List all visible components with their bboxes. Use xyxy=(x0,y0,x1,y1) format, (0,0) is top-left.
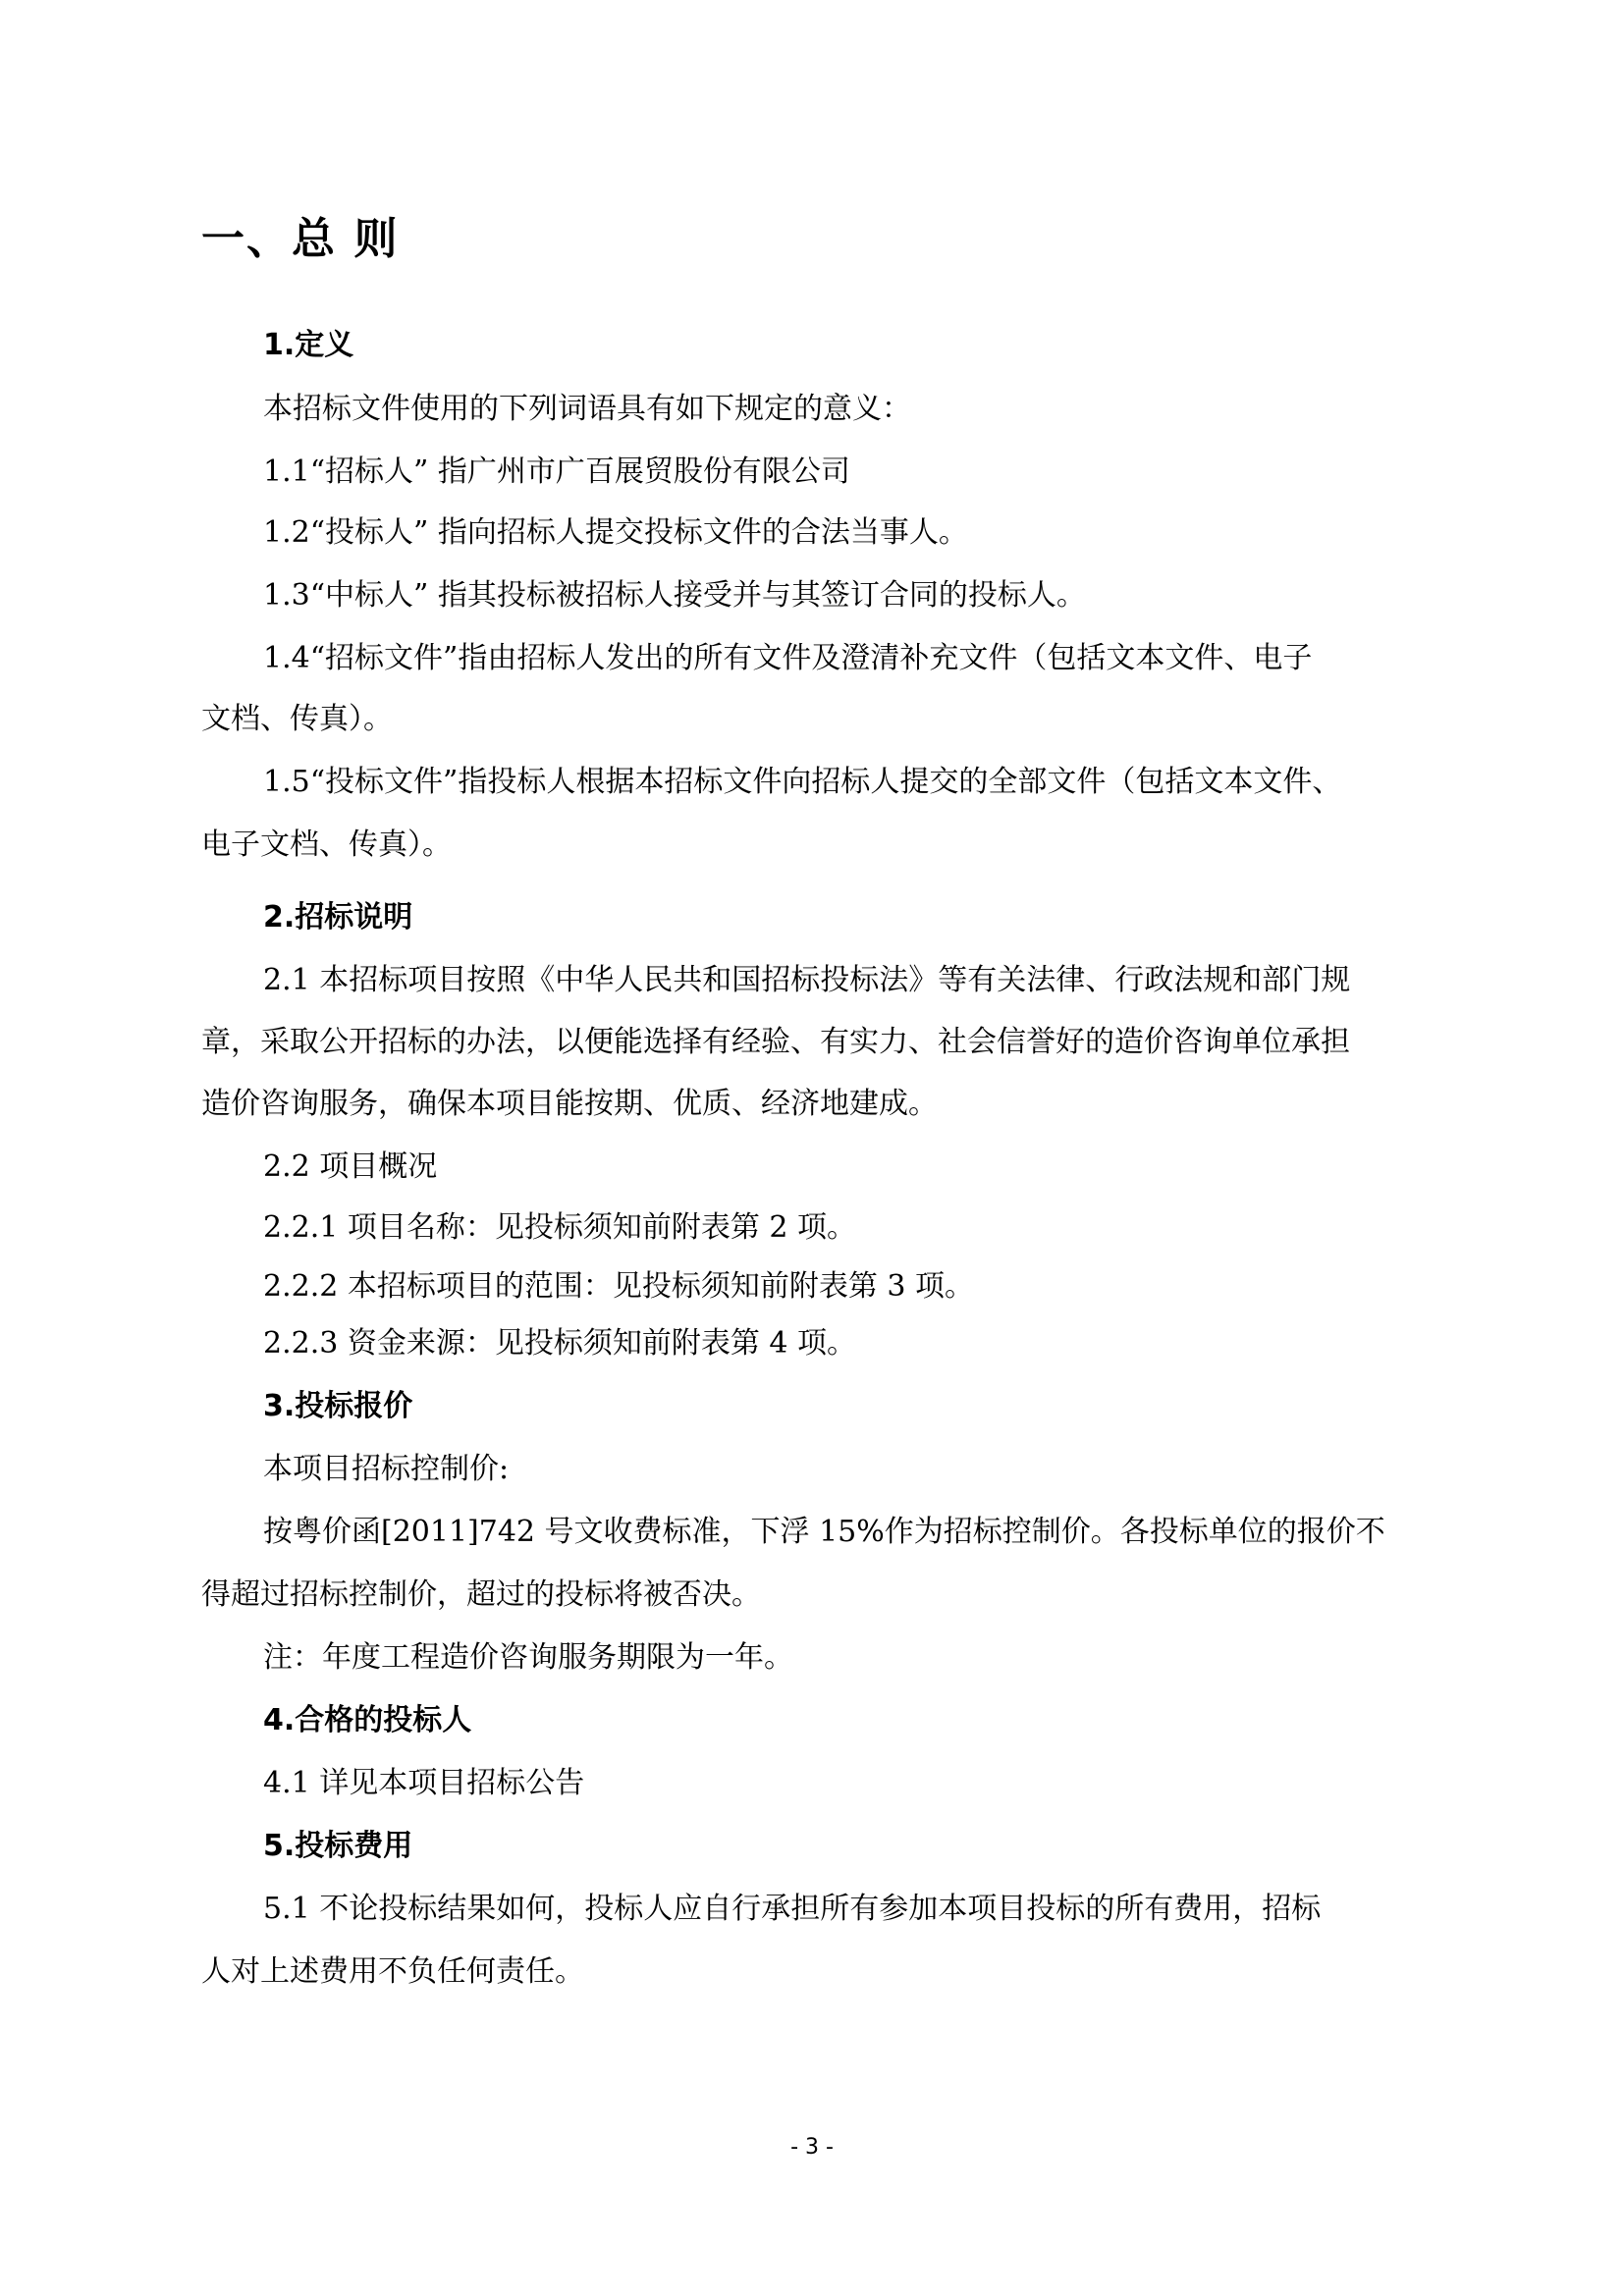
bid-price-heading: 3.投标报价 xyxy=(263,1389,413,1423)
qualified-bidders-heading: 4.合格的投标人 xyxy=(263,1703,472,1737)
bidding-notes-2-1: 2.1 本招标项目按照《中华人民共和国招标投标法》等有关法律、行政法规和部门规 xyxy=(263,963,1351,997)
bid-price-note: 注：年度工程造价咨询服务期限为一年。 xyxy=(263,1640,793,1675)
bidding-notes-2-1-cont-a: 章，采取公开招标的办法，以便能选择有经验、有实力、社会信誉好的造价咨询单位承担 xyxy=(201,1025,1350,1059)
definition-1-5: 1.5“投标文件”指投标人根据本招标文件向招标人提交的全部文件（包括文本文件、 xyxy=(263,765,1342,799)
bid-control-price-rule-cont: 得超过招标控制价，超过的投标将被否决。 xyxy=(201,1577,761,1612)
bid-control-price-label: 本项目招标控制价: xyxy=(263,1452,510,1486)
definition-1-3: 1.3“中标人” 指其投标被招标人接受并与其签订合同的投标人。 xyxy=(263,578,1086,613)
definition-1-5-cont: 电子文档、传真）。 xyxy=(201,828,452,862)
bid-costs-heading: 5.投标费用 xyxy=(263,1829,413,1863)
definition-1-4-cont: 文档、传真）。 xyxy=(201,702,393,736)
bid-costs-5-1: 5.1 不论投标结果如何，投标人应自行承担所有参加本项目投标的所有费用，招标 xyxy=(263,1892,1322,1926)
bid-control-price-rule: 按粤价函[2011]742 号文收费标准，下浮 15%作为招标控制价。各投标单位的报价不 xyxy=(263,1515,1385,1549)
definition-1-2: 1.2“投标人” 指向招标人提交投标文件的合法当事人。 xyxy=(263,515,968,550)
project-overview: 2.2 项目概况 xyxy=(263,1149,438,1184)
bid-costs-5-1-cont: 人对上述费用不负任何责任。 xyxy=(201,1954,584,1989)
project-scope-line: 2.2.2 本招标项目的范围：见投标须知前附表第 3 项。 xyxy=(263,1269,975,1304)
section-title: 一、总 则 xyxy=(201,214,400,264)
definition-1-4: 1.4“招标文件”指由招标人发出的所有文件及澄清补充文件（包括文本文件、电子 xyxy=(263,641,1313,675)
bidding-notes-2-1-cont-b: 造价咨询服务，确保本项目能按期、优质、经济地建成。 xyxy=(201,1087,938,1121)
page-number: - 3 - xyxy=(790,2135,834,2160)
funding-source-line: 2.2.3 资金来源：见投标须知前附表第 4 项。 xyxy=(263,1326,857,1361)
definitions-heading: 1.定义 xyxy=(263,328,354,362)
definitions-intro: 本招标文件使用的下列词语具有如下规定的意义： xyxy=(263,392,911,426)
definition-1-1: 1.1“招标人” 指广州市广百展贸股份有限公司 xyxy=(263,454,850,489)
qualified-bidders-4-1: 4.1 详见本项目招标公告 xyxy=(263,1766,585,1800)
project-name-line: 2.2.1 项目名称：见投标须知前附表第 2 项。 xyxy=(263,1210,857,1245)
bidding-notes-heading: 2.招标说明 xyxy=(263,900,413,934)
